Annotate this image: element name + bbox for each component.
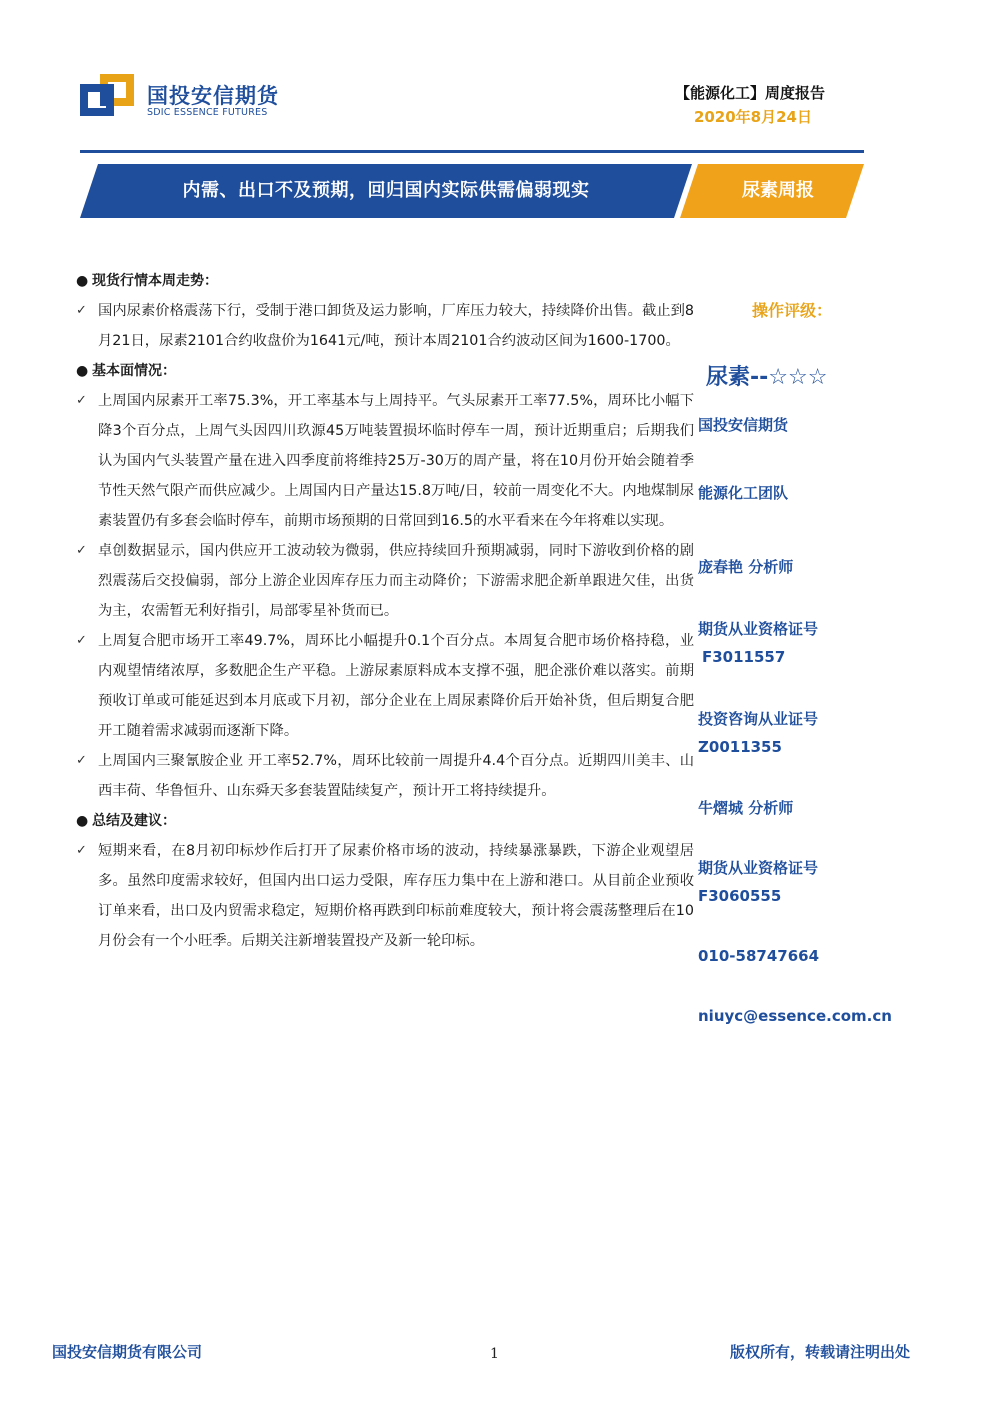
header-divider bbox=[80, 150, 864, 153]
cert-label: 期货从业资格证号 bbox=[698, 859, 819, 877]
report-type: 【能源化工】周度报告 bbox=[674, 84, 825, 102]
report-date: 2020年8月24日 bbox=[693, 108, 812, 126]
title-banner bbox=[80, 164, 864, 218]
logo-mark-icon bbox=[80, 74, 136, 118]
company-logo bbox=[80, 74, 310, 124]
cert-label: 期货从业资格证号 bbox=[698, 620, 819, 638]
list-item-text: 短期来看，在8月初印标炒作后打开了尿素价格市场的波动，持续暴涨暴跌，下游企业观望居多。虽然印度需求较好，但国内出口运力受限，库存压力集中在上游和港口。从目前企业预收订单来看，出口及内贸需求稳定，短期价格再跌到印标前难度较大，预计将会震荡整理后在10月份会有一个小旺季。后期关注新增装置投产及新一轮印标。 bbox=[98, 843, 694, 949]
list-item-text: 上周复合肥市场开工率49.7%，周环比小幅提升0.1个百分点。本周复合肥市场价格持稳，业内观望情绪浓厚，多数肥企生产平稳。上游尿素原料成本支撑不强，肥企涨价难以落实。前期预收订单或可能延迟到本月底或下月初，部分企业在上周尿素降价后开始补货，但后期复合肥开工随着需求减弱而逐渐下降。 bbox=[98, 633, 694, 739]
analyst-name: 庞春艳 分析师 bbox=[698, 558, 794, 576]
report-body bbox=[76, 266, 694, 956]
sidebar-team: 能源化工团队 bbox=[698, 484, 789, 502]
check-icon: ✓ bbox=[76, 303, 87, 318]
analyst-name: 牛熠城 分析师 bbox=[698, 799, 794, 817]
consult-cert-number: Z0011355 bbox=[698, 738, 782, 756]
footer-copyright: 版权所有，转载请注明出处 bbox=[730, 1343, 911, 1361]
section-heading bbox=[76, 266, 694, 296]
report-category-tag: 尿素周报 bbox=[742, 180, 814, 201]
sidebar-company: 国投安信期货 bbox=[698, 416, 789, 434]
check-icon: ✓ bbox=[76, 843, 87, 858]
consult-cert-label: 投资咨询从业证号 bbox=[698, 710, 819, 728]
list-item bbox=[76, 626, 694, 746]
section-heading-text: 基本面情况： bbox=[92, 363, 176, 379]
contact-phone: 010-58747664 bbox=[698, 947, 820, 965]
check-icon: ✓ bbox=[76, 753, 87, 768]
rating-value: 尿素--☆☆☆ bbox=[706, 365, 828, 390]
bullet-icon: ● bbox=[76, 363, 89, 379]
list-item bbox=[76, 836, 694, 956]
check-icon: ✓ bbox=[76, 633, 87, 648]
list-item-text: 卓创数据显示，国内供应开工波动较为微弱，供应持续回升预期减弱，同时下游收到价格的剧烈震荡后交投偏弱，部分上游企业因库存压力而主动降价；下游需求肥企新单跟进欠佳，出货为主，农需暂无利好指引，局部零星补货而已。 bbox=[98, 543, 694, 619]
list-item bbox=[76, 386, 694, 536]
list-item-text: 国内尿素价格震荡下行，受制于港口卸货及运力影响，厂库压力较大，持续降价出售。截止到8月21日，尿素2101合约收盘价为1641元/吨，预计本周2101合约波动区间为1600-1700。 bbox=[98, 303, 694, 349]
section-heading bbox=[76, 356, 694, 386]
list-item-text: 上周国内三聚氰胺企业 开工率52.7%，周环比较前一周提升4.4个百分点。近期四川美丰、山西丰荷、华鲁恒升、山东舜天多套装置陆续复产，预计开工将持续提升。 bbox=[98, 753, 694, 799]
rating-label: 操作评级： bbox=[752, 301, 833, 320]
footer-company: 国投安信期货有限公司 bbox=[52, 1343, 203, 1361]
page-number: 1 bbox=[490, 1346, 499, 1362]
report-headline: 内需、出口不及预期，回归国内实际供需偏弱现实 bbox=[182, 180, 590, 201]
logo-text-en: SDIC ESSENCE FUTURES bbox=[147, 107, 268, 118]
contact-email[interactable]: niuyc@essence.com.cn bbox=[698, 1007, 892, 1025]
logo-text-cn: 国投安信期货 bbox=[147, 84, 279, 108]
section-heading bbox=[76, 806, 694, 836]
cert-number: F3011557 bbox=[702, 648, 786, 666]
section-heading-text: 现货行情本周走势： bbox=[92, 273, 218, 289]
section-heading-text: 总结及建议： bbox=[92, 813, 176, 829]
check-icon: ✓ bbox=[76, 393, 87, 408]
bullet-icon: ● bbox=[76, 813, 89, 829]
list-item bbox=[76, 536, 694, 626]
list-item bbox=[76, 296, 694, 356]
cert-number: F3060555 bbox=[698, 887, 782, 905]
list-item-text: 上周国内尿素开工率75.3%，开工率基本与上周持平。气头尿素开工率77.5%，周环比小幅下降3个百分点，上周气头因四川玖源45万吨装置损坏临时停车一周，预计近期重启；后期我们认为国内气头装置产量在进入四季度前将维持25万-30万的周产量，将在10月份开始会随着季节性天然气限产而供应减少。上周国内日产量达15.8万吨/日，较前一周变化不大。内地煤制尿素装置仍有多套会临时停车，前期市场预期的日常回到16.5的水平看来在今年将难以实现。 bbox=[98, 393, 694, 529]
bullet-icon: ● bbox=[76, 273, 89, 289]
list-item bbox=[76, 746, 694, 806]
check-icon: ✓ bbox=[76, 543, 87, 558]
